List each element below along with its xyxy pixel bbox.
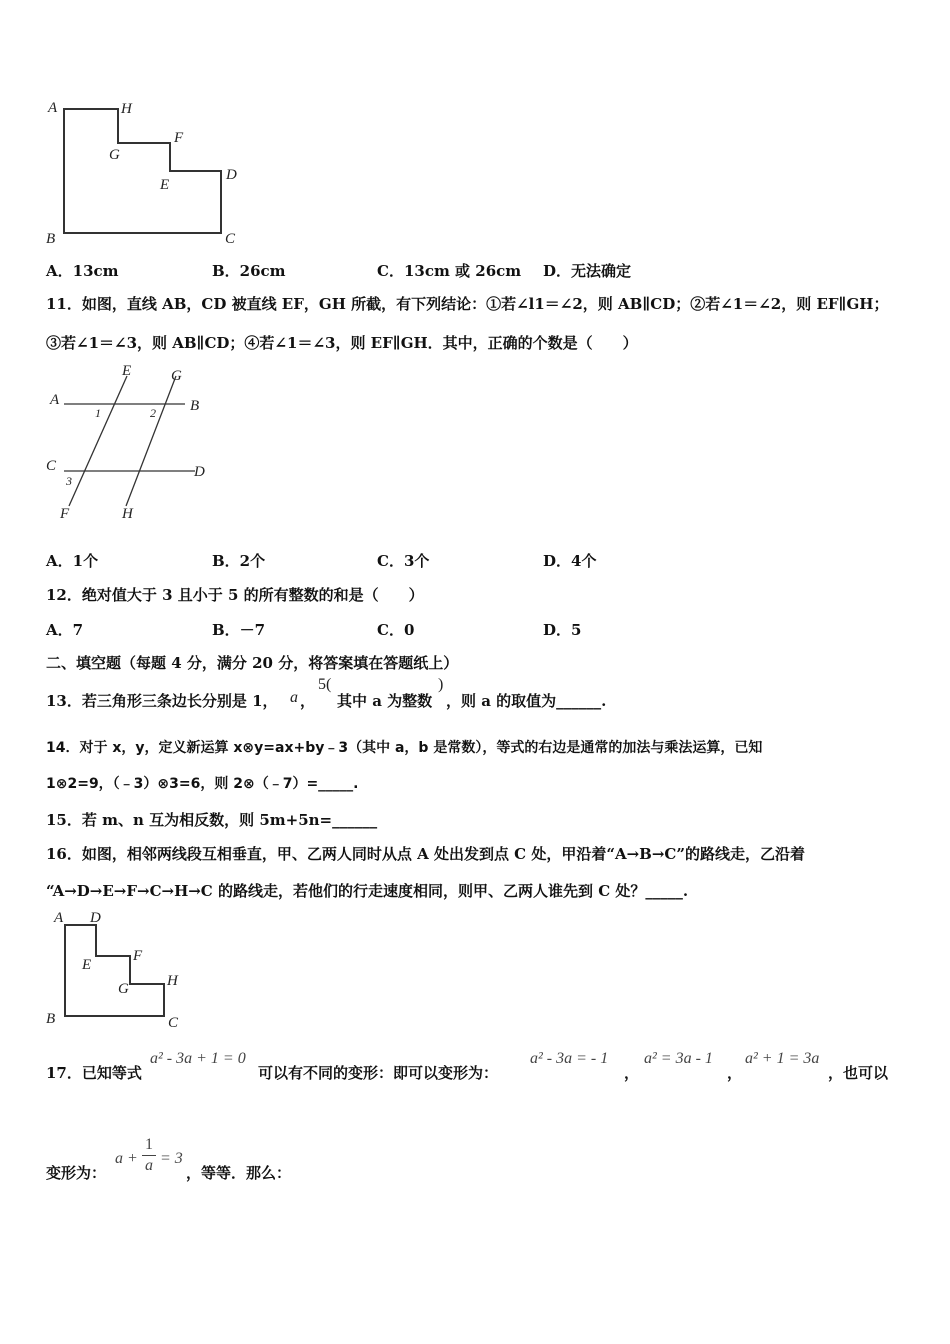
- q15-text: 15．若 m、n 互为相反数，则 5m+5n=______: [46, 811, 378, 829]
- q17-fraction-bar: [142, 1155, 156, 1156]
- q17-fraction-rhs: = 3: [160, 1150, 183, 1167]
- q17-equation-3: a² + 1 = 3a: [745, 1050, 820, 1067]
- fig11-label-d: D: [194, 464, 205, 480]
- q17-suffix: ，也可以: [828, 1064, 889, 1082]
- q10-option-b[interactable]: B．26cm: [212, 262, 286, 280]
- q13-five-paren: 5(: [318, 676, 332, 693]
- q10-option-a[interactable]: A．13cm: [46, 262, 119, 280]
- q17-line2-prefix: 变形为：: [46, 1164, 107, 1182]
- q13-close-paren: ): [438, 676, 444, 693]
- q11-text-line1: 11．如图，直线 AB，CD 被直线 EF，GH 所截，有下列结论：①若∠l1＝∠2，则 AB∥CD；②若∠1＝∠2，则 EF∥GH；: [46, 295, 889, 313]
- q17-sep2: ，: [727, 1064, 743, 1082]
- q10-option-c[interactable]: C．13cm 或 26cm: [377, 262, 522, 280]
- fig11-angle-3: 3: [66, 474, 72, 488]
- q13-text-part3: ，则 a 的取值为______.: [446, 692, 607, 710]
- figure-q10: [40, 95, 250, 255]
- q17-sep1: ，: [624, 1064, 640, 1082]
- q16-text-line2: “A→D→E→F→C→H→C 的路线走，若他们的行走速度相同，则甲、乙两人谁先到 C 处？_____.: [46, 882, 689, 900]
- q17-prefix: 17．已知等式: [46, 1064, 142, 1082]
- q14-text-line1: 14．对于 x，y，定义新运算 x⊗y=ax+by﹣3（其中 a，b 是常数），等式的右边是通常的加法与乘法运算，已知: [46, 740, 763, 756]
- q17-fraction: [142, 1136, 156, 1175]
- q17-mid: 可以有不同的变形：即可以变形为：: [258, 1064, 499, 1082]
- fig11-angle-2: 2: [150, 406, 156, 420]
- q14-text-line2: 1⊗2=9，（﹣3）⊗3=6，则 2⊗（﹣7）=_____.: [46, 776, 359, 792]
- q12-option-c[interactable]: C．0: [377, 621, 415, 639]
- fig16-label-b: B: [46, 1011, 56, 1027]
- fig11-label-h: H: [122, 506, 133, 522]
- q12-text: 12．绝对值大于 3 且小于 5 的所有整数的和是（ ）: [46, 586, 424, 604]
- q11-option-b[interactable]: B．2个: [212, 552, 266, 570]
- q13-text-part2: 其中 a 为整数: [337, 692, 433, 710]
- fig10-label-d: D: [226, 167, 237, 183]
- figure-q11: [40, 360, 220, 530]
- fig11-label-g: G: [171, 368, 182, 384]
- fig11-label-a: A: [50, 392, 60, 408]
- fig10-label-c: C: [225, 231, 236, 247]
- fig16-label-g: G: [118, 981, 129, 997]
- q13-comma: ，: [300, 692, 316, 710]
- q17-equation-2: a² = 3a - 1: [644, 1050, 713, 1067]
- q12-option-a[interactable]: A．7: [46, 621, 84, 639]
- fig10-label-a: A: [48, 100, 58, 116]
- q17-fraction-lhs: a +: [115, 1150, 138, 1167]
- fig10-label-f: F: [174, 130, 184, 146]
- fig10-label-h: H: [121, 101, 132, 117]
- q12-option-b[interactable]: B．－7: [212, 621, 266, 639]
- fig10-label-e: E: [160, 177, 170, 193]
- fig11-label-e: E: [122, 363, 132, 379]
- q13-text-part1: 13．若三角形三条边长分别是 1，: [46, 692, 278, 710]
- q13-var-a: a: [290, 689, 298, 706]
- section-2-heading: 二、填空题（每题 4 分，满分 20 分，将答案填在答题纸上）: [46, 654, 459, 672]
- fig16-label-c: C: [168, 1015, 179, 1031]
- fig10-label-g: G: [109, 147, 120, 163]
- q10-option-d[interactable]: D．无法确定: [543, 262, 632, 280]
- q16-text-line1: 16．如图，相邻两线段互相垂直，甲、乙两人同时从点 A 处出发到点 C 处，甲沿着“A→B→C”的路线走，乙沿着: [46, 845, 805, 863]
- fig11-label-c: C: [46, 458, 57, 474]
- q17-fraction-numerator: 1: [145, 1136, 153, 1153]
- fig16-label-a: A: [54, 910, 64, 926]
- q11-option-a[interactable]: A．1个: [46, 552, 99, 570]
- q11-option-d[interactable]: D．4个: [543, 552, 597, 570]
- fig16-label-h: H: [167, 973, 178, 989]
- fig11-label-b: B: [190, 398, 200, 414]
- fig11-label-f: F: [60, 506, 70, 522]
- q11-option-c[interactable]: C．3个: [377, 552, 430, 570]
- fig16-label-f: F: [133, 948, 143, 964]
- q11-text-line2: ③若∠1＝∠3，则 AB∥CD；④若∠1＝∠3，则 EF∥GH．其中，正确的个数是（ ）: [46, 334, 638, 352]
- fig10-label-b: B: [46, 231, 56, 247]
- q12-option-d[interactable]: D．5: [543, 621, 582, 639]
- figure-q16: [40, 905, 200, 1035]
- fig16-label-d: D: [90, 910, 101, 926]
- q17-fraction-denominator: a: [145, 1157, 153, 1174]
- q17-equation-0: a² - 3a + 1 = 0: [150, 1050, 246, 1067]
- fig16-label-e: E: [82, 957, 92, 973]
- fig11-angle-1: 1: [95, 406, 101, 420]
- q17-equation-1: a² - 3a = - 1: [530, 1050, 609, 1067]
- q17-line2-suffix: ，等等．那么：: [186, 1164, 292, 1182]
